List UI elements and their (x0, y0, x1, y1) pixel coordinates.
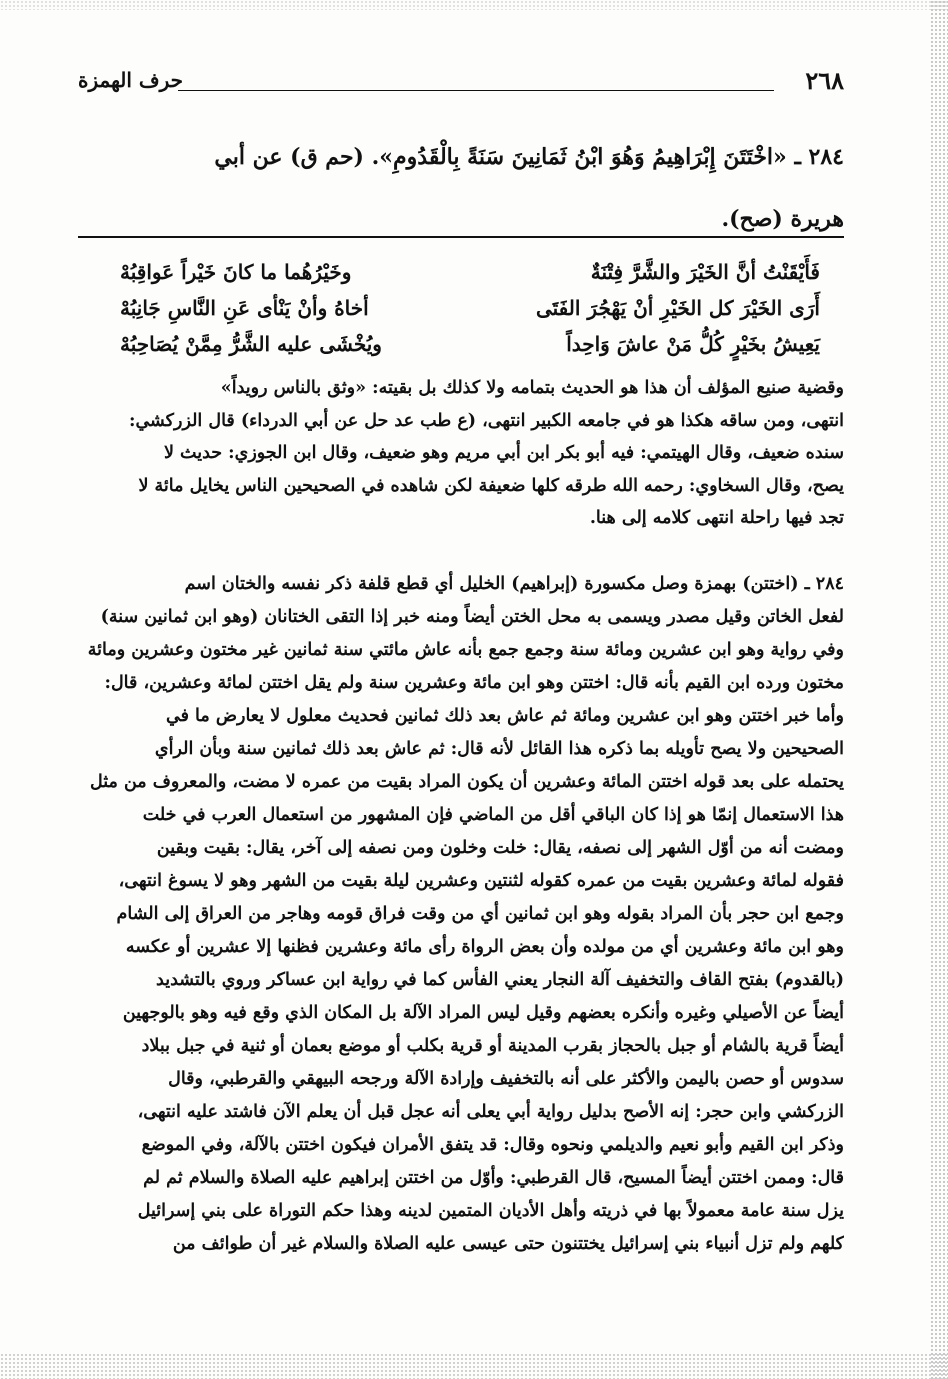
verse-first-hemistich: يَعِيشُ بخَيْرٍ كُلُّ مَنْ عاشَ وَاحِداً (566, 332, 820, 356)
commentary-paragraph (78, 372, 844, 535)
page-number: ٢٦٨ (805, 66, 844, 95)
explanation-line: مختون ورده ابن القيم بأنه قال: اختتن وهو ابن مائة وعشرين سنة ولم يقل اختتن لمائة وعشرين، قال: (104, 673, 844, 693)
commentary-line: تجد فيها راحلة انتهى كلامه إلى هنا. (589, 508, 844, 528)
hadith-text (78, 126, 844, 250)
explanation-line: أيضاً قرية بالشام أو جبل بالحجاز بقرب المدينة أو قرية بكلب أو موضع بعمان أو ثنية في جبل ببلاد (141, 1036, 844, 1056)
page-header (78, 62, 844, 102)
explanation-line: وهو ابن مائة وعشرين أي من مولده وأن بعض الرواة رأى مائة وعشرين فظنها إلا عشرين أو عكسه (125, 937, 844, 957)
scan-edge-right (930, 0, 948, 1379)
verse-first-hemistich: فَأَيْقَنْتُ أنَّ الخَيْرَ والشَّرَّ فِتْنَةٌ (590, 260, 820, 284)
poem-verses (120, 254, 820, 362)
poem-row (120, 290, 820, 326)
explanation-line: ٢٨٤ ـ (اختتن) بهمزة وصل مكسورة (إبراهيم) الخليل أي قطع قلفة ذكر نفسه والختان اسم (184, 574, 844, 594)
explanation-line: وذكر ابن القيم وأبو نعيم والديلمي ونحوه وقال: قد يتفق الأمران فيكون اختتن بالآلة، وفي الموضع (141, 1135, 844, 1155)
header-rule (178, 90, 774, 91)
scan-edge-bottom (0, 1353, 948, 1379)
scan-edge-top (0, 0, 948, 10)
verse-first-hemistich: أَرَى الخَيْرَ كل الخَيْرِ أنْ يَهْجُرَ الفَتَى (535, 296, 820, 320)
commentary-line: انتهى، ومن ساقه هكذا هو في جامعه الكبير انتهى، (ع طب عد حل عن أبي الدرداء) قال الزركشي: (129, 410, 844, 431)
explanation-line: سدوس أو حصن باليمن والأكثر على أنه بالتخفيف وإرادة الآلة ورجحه البيهقي والقرطبي، وقال (168, 1069, 844, 1089)
explanation-line: لفعل الخاتن وقيل مصدر ويسمى به محل الختن أيضاً ومنه خبر إذا التقى الختانان (وهو ابن ثمانين سنة) (100, 607, 844, 627)
verse-second-hemistich: وخَيْرُهُما ما كانَ خَيْراً عَواقِبُهْ (120, 260, 352, 284)
verse-second-hemistich: أخاهُ وأنْ يَنْأى عَنِ النَّاسِ جَانِبُهْ (120, 296, 369, 320)
explanation-line: أيضاً عن الأصيلي وغيره وأنكره بعضهم وقيل ليس المراد الآلة بل المكان الذي وقع فيه وهو بالوجهين (122, 1003, 844, 1023)
commentary-line: سنده ضعيف، وقال الهيتمي: فيه أبو بكر ابن أبي مريم وهو ضعيف، وقال ابن الجوزي: حديث لا (163, 443, 844, 463)
section-title: حرف الهمزة (78, 68, 184, 92)
hadith-line: ٢٨٤ ـ «اخْتَتَنَ إِبْرَاهِيمُ وَهُوَ ابْنُ ثَمَانِينَ سَنَةً بِالْقَدُومِ». (حم ق) عن أبي (214, 144, 844, 170)
explanation-line: يحتمله على بعد قوله اختتن المائة وعشرين أن يكون المراد بقيت من عمره لا مضت، والمعروف من مثل (89, 772, 844, 792)
explanation-line: (بالقدوم) بفتح القاف والتخفيف آلة النجار يعني الفأس كما في رواية ابن عساكر وروي بالتشديد (156, 970, 844, 990)
verse-second-hemistich: ويُخْشَى عليه الشَّرُّ مِمَّنْ يُصَاحِبُهْ (120, 332, 382, 356)
explanation-line: الصحيحين ولا يصح تأويله بما ذكره هذا القائل لأنه قال: ثم عاش بعد ذلك ثمانين سنة وبأن الرأي (154, 739, 844, 759)
explanation-line: كلهم ولم تزل أنبياء بني إسرائيل يختتنون حتى عيسى عليه الصلاة والسلام غير أن طوائف من (172, 1234, 844, 1254)
explanation-line: وأما خبر اختتن وهو ابن عشرين ومائة ثم عاش بعد ذلك ثمانين فحديث معلول لا يعارض ما في (166, 706, 844, 726)
poem-row (120, 326, 820, 362)
explanation-line: فقوله لمائة وعشرين بقيت من عمره كقوله لثنتين وعشرين ليلة بقيت من الشهر وهو لا يسوغ انتهى، (118, 871, 844, 891)
explanation-line: هذا الاستعمال إنمّا هو إذا كان الباقي أقل من الماضي فإن المشهور من استعمال العرب في خلت (142, 805, 844, 825)
explanation-line: وفي رواية وهو ابن عشرين ومائة سنة وجمع جمع بأنه عاش مائتي سنة ثمانين غير مختون وعشرين ومائة (87, 640, 844, 660)
explanation-line: الزركشي وابن حجر: إنه الأصح بدليل رواية أبي يعلى أنه عجل قبل أن يعلم الآن فاشتد عليه انتهى، (137, 1102, 844, 1122)
commentary-line: يصح، وقال السخاوي: رحمه الله طرقه كلها ضعيفة لكن شاهده في الصحيحين الناس يخايل مائة لا (138, 475, 844, 496)
explanation-line: قال: وممن اختتن أيضاً المسيح، قال القرطبي: وأوّل من اختتن إبراهيم عليه الصلاة والسلام ثم لم (143, 1168, 844, 1188)
poem-row (120, 254, 820, 290)
section-divider (78, 236, 844, 238)
explanation-line: يزل سنة عامة معمولاً بها في ذريته وأهل الأديان المتمين لدينه وهذا حكم التوراة على بني إسرائيل (137, 1201, 844, 1221)
commentary-line: وقضية صنيع المؤلف أن هذا هو الحديث بتمامه ولا كذلك بل بقيته: «وثق بالناس رويداً» (220, 378, 844, 398)
explanation-line: وجمع ابن حجر بأن المراد بقوله وهو ابن ثمانين أي من وقت فراق قومه وهاجر من العراق إلى الشام (116, 904, 844, 924)
explanation-paragraph (78, 568, 844, 1261)
hadith-line: هريرة (صح). (721, 206, 844, 232)
explanation-line: ومضت أنه من أوّل الشهر إلى نصفه، يقال: خلت وخلون ومن نصفه إلى آخر، يقال: بقيت وبقين (156, 838, 844, 858)
